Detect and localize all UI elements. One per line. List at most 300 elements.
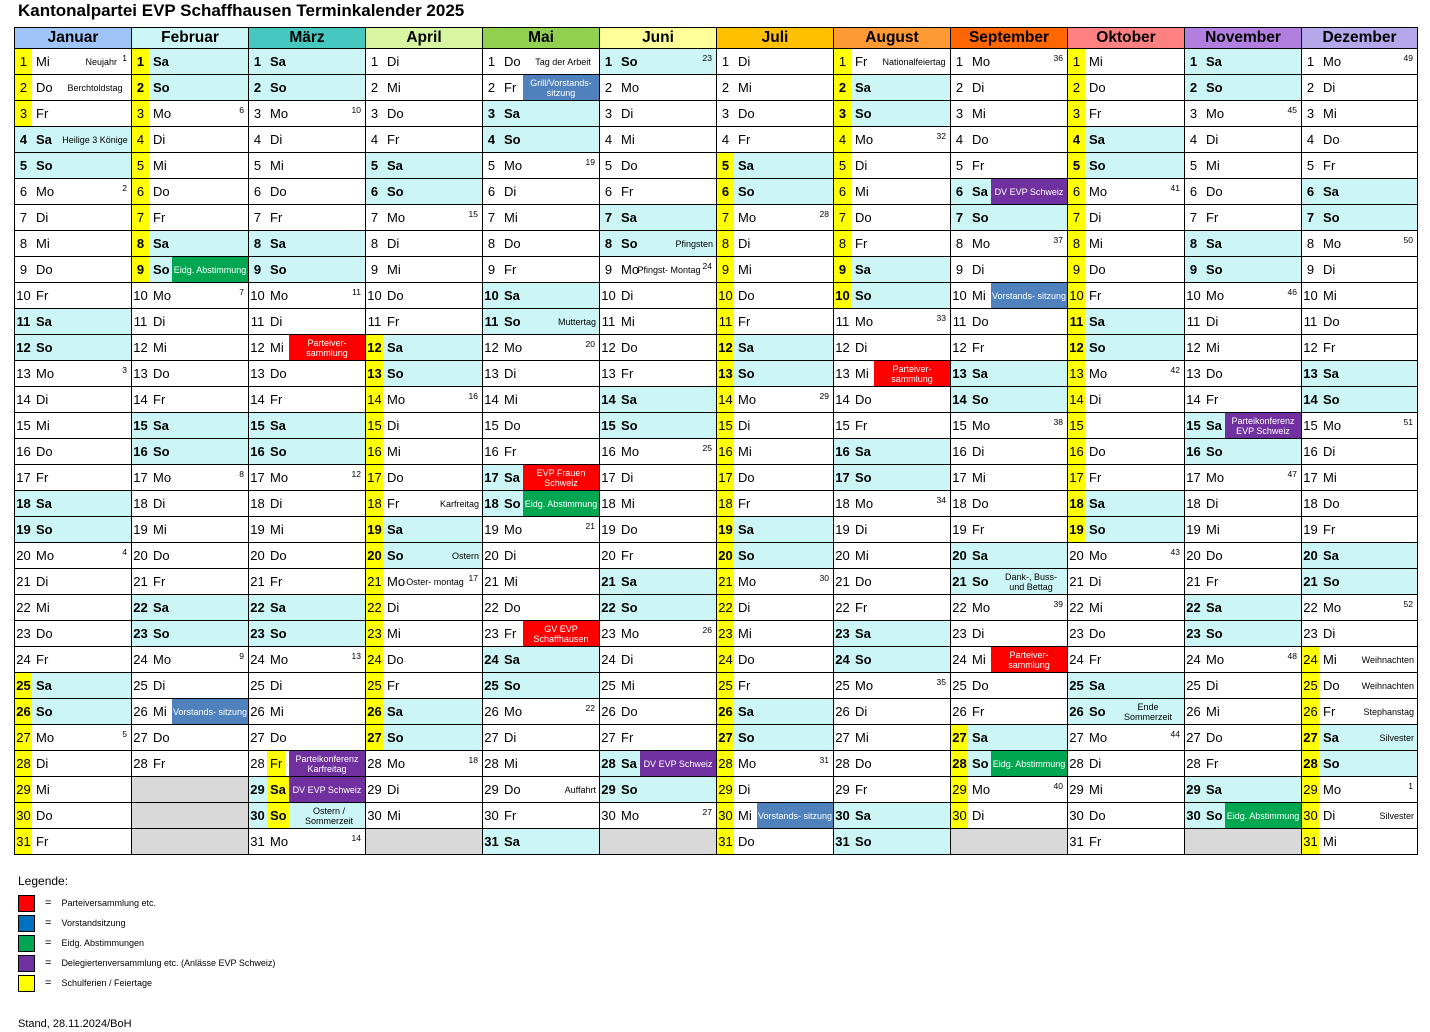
day-number: 3: [1189, 106, 1198, 121]
day-cell: [717, 205, 834, 231]
weekday: Mo: [738, 574, 757, 589]
weekday: Sa: [855, 626, 871, 641]
week-number: 24: [702, 261, 712, 271]
weekday: Sa: [621, 210, 637, 225]
weekday: Mi: [972, 106, 986, 121]
weekday: Do: [1089, 262, 1106, 277]
weekday: So: [1323, 756, 1340, 771]
day-cell: [132, 49, 249, 75]
week-number: 21: [585, 521, 595, 531]
weekday: Mo: [504, 522, 523, 537]
weekday: Di: [1206, 132, 1219, 147]
weekday: Di: [972, 444, 985, 459]
day-row: [15, 75, 1418, 101]
weekday: Do: [972, 678, 989, 693]
day-number: 5: [1068, 153, 1085, 178]
weekday: Sa: [1089, 314, 1105, 329]
day-cell: [483, 621, 600, 647]
week-number: 18: [468, 755, 478, 765]
weekday: Sa: [972, 548, 988, 563]
weekday: So: [36, 158, 53, 173]
day-row: [15, 621, 1418, 647]
day-cell: [600, 517, 717, 543]
weekday: Di: [855, 340, 868, 355]
day-row: [15, 205, 1418, 231]
weekday: Mi: [1323, 834, 1337, 849]
weekday: Sa: [504, 288, 520, 303]
day-number: 14: [133, 392, 148, 407]
day-cell: [1302, 127, 1418, 153]
weekday: Fr: [153, 574, 166, 589]
day-cell: [1185, 699, 1302, 725]
event-blue[interactable]: Vorstands- sitzung: [757, 803, 833, 828]
week-number: 12: [351, 469, 361, 479]
day-cell: [1068, 283, 1185, 309]
day-number: 11: [1186, 314, 1201, 329]
day-cell: [1185, 595, 1302, 621]
event-blue[interactable]: Vorstands- sitzung: [991, 283, 1067, 308]
day-cell: [834, 803, 951, 829]
day-cell: [366, 205, 483, 231]
day-cell: [1302, 491, 1418, 517]
day-cell: [483, 725, 600, 751]
day-row: [15, 361, 1418, 387]
day-cell: [717, 49, 834, 75]
weekday: Do: [36, 626, 53, 641]
weekday: Do: [1323, 496, 1340, 511]
day-number: 6: [604, 184, 613, 199]
event-red[interactable]: EVP Frauen Schweiz: [523, 465, 599, 490]
day-cell: [1302, 101, 1418, 127]
day-number: 20: [1069, 548, 1084, 563]
weekday: Di: [387, 418, 400, 433]
day-number: 17: [484, 470, 499, 485]
day-cell: [600, 101, 717, 127]
weekday: Fr: [153, 392, 166, 407]
day-number: 6: [717, 179, 734, 204]
weekday: Fr: [1089, 834, 1102, 849]
weekday: Mo: [855, 678, 874, 693]
day-cell: [600, 335, 717, 361]
weekday: Do: [504, 418, 521, 433]
day-cell: [366, 491, 483, 517]
weekday: Do: [855, 756, 872, 771]
day-cell: [483, 647, 600, 673]
day-cell: [366, 179, 483, 205]
day-cell: [132, 101, 249, 127]
day-number: 4: [955, 132, 964, 147]
event-green[interactable]: Eidg. Abstimmung: [172, 257, 248, 282]
weekday: So: [855, 288, 872, 303]
weekday: Fr: [270, 210, 283, 225]
day-cell: [15, 101, 132, 127]
holiday-note: Neujahr: [85, 56, 117, 67]
day-cell: [1068, 829, 1185, 855]
weekday: Do: [153, 730, 170, 745]
day-number: 31: [484, 834, 499, 849]
weekday: Mo: [270, 470, 289, 485]
day-number: 23: [717, 621, 734, 646]
day-cell: [834, 231, 951, 257]
day-cell: [600, 751, 717, 777]
day-number: 25: [601, 678, 616, 693]
weekday: Mo: [270, 106, 289, 121]
day-cell: [366, 543, 483, 569]
day-cell: [366, 595, 483, 621]
weekday: Di: [36, 210, 49, 225]
day-number: 21: [484, 574, 499, 589]
weekday: Mo: [972, 782, 991, 797]
weekday: Fr: [855, 600, 868, 615]
event-blue[interactable]: Vorstands- sitzung: [172, 699, 248, 724]
weekday: Mi: [270, 704, 284, 719]
weekday: Do: [738, 652, 755, 667]
day-number: 25: [366, 673, 383, 698]
weekday: Mi: [1206, 340, 1220, 355]
day-cell: [1185, 465, 1302, 491]
event-green[interactable]: Eidg. Abstimmung: [1225, 803, 1301, 828]
day-cell: [951, 387, 1068, 413]
day-number: 29: [484, 782, 499, 797]
weekday: Fr: [972, 704, 985, 719]
weekday: So: [972, 392, 989, 407]
day-number: 30: [601, 808, 616, 823]
day-cell: [483, 465, 600, 491]
day-cell: [483, 153, 600, 179]
weekday: So: [972, 756, 989, 771]
day-cell: [834, 75, 951, 101]
legend-equals: =: [45, 897, 52, 909]
day-number: 19: [952, 522, 967, 537]
weekday: Sa: [387, 704, 403, 719]
day-cell: [366, 231, 483, 257]
week-number: 11: [352, 287, 361, 297]
weekday: Do: [387, 106, 404, 121]
day-row: [15, 803, 1418, 829]
day-row: [15, 179, 1418, 205]
day-cell: [717, 75, 834, 101]
day-number: 1: [721, 54, 730, 69]
legend-equals: =: [45, 977, 52, 989]
weekday: Sa: [738, 704, 754, 719]
day-number: 2: [487, 80, 496, 95]
day-number: 20: [717, 543, 734, 568]
day-number: 22: [1069, 600, 1084, 615]
day-row: [15, 153, 1418, 179]
weekday: Do: [504, 782, 521, 797]
day-cell: [951, 465, 1068, 491]
weekday: Do: [972, 314, 989, 329]
legend-label: Schulferien / Feiertage: [61, 978, 152, 988]
week-number: 31: [819, 755, 829, 765]
event-purple[interactable]: DV EVP Schweiz: [640, 751, 716, 776]
day-number: 30: [250, 808, 265, 823]
weekday: Fr: [1206, 756, 1219, 771]
day-number: 31: [1302, 829, 1319, 854]
day-number: 22: [1186, 600, 1201, 615]
day-cell: [1068, 309, 1185, 335]
weekday: Mo: [972, 418, 991, 433]
weekday: Sa: [153, 418, 169, 433]
day-cell: [717, 413, 834, 439]
day-number: 7: [955, 210, 964, 225]
day-cell: [483, 699, 600, 725]
day-cell: [1302, 673, 1418, 699]
day-number: 21: [366, 569, 383, 594]
weekday: Di: [1323, 80, 1336, 95]
day-number: 22: [717, 595, 734, 620]
day-cell: [717, 101, 834, 127]
day-number: 11: [367, 314, 382, 329]
day-cell: [249, 283, 366, 309]
event-blue[interactable]: Grill/Vorstands- sitzung: [523, 75, 599, 100]
day-cell: [132, 621, 249, 647]
day-cell: [600, 179, 717, 205]
day-number: 28: [133, 756, 148, 771]
day-cell: [600, 829, 717, 855]
week-number: 4: [122, 547, 127, 557]
day-number: 2: [1189, 80, 1198, 95]
day-number: 1: [1306, 54, 1315, 69]
weekday: So: [972, 574, 989, 589]
weekday: Mi: [504, 574, 518, 589]
day-cell: [15, 751, 132, 777]
weekday: Mi: [504, 756, 518, 771]
holiday-note: Stephanstag: [1363, 706, 1414, 717]
day-cell: [132, 595, 249, 621]
day-number: 9: [955, 262, 964, 277]
day-number: 2: [1306, 80, 1315, 95]
weekday: Di: [738, 600, 751, 615]
day-number: 15: [484, 418, 499, 433]
week-number: 9: [239, 651, 244, 661]
day-number: 23: [601, 626, 616, 641]
weekday: Do: [621, 158, 638, 173]
weekday: Sa: [972, 366, 988, 381]
day-number: 11: [133, 314, 148, 329]
weekday: Sa: [36, 132, 52, 147]
event-purple[interactable]: DV EVP Schweiz: [991, 179, 1067, 204]
weekday: Fr: [504, 80, 517, 95]
holiday-note: Silvester: [1379, 810, 1414, 821]
weekday: Di: [153, 132, 166, 147]
month-header-3: März: [249, 28, 366, 49]
day-cell: [1185, 49, 1302, 75]
holiday-note: Silvester: [1379, 732, 1414, 743]
day-cell: [1185, 751, 1302, 777]
day-number: 25: [1186, 678, 1201, 693]
day-number: 26: [1302, 699, 1319, 724]
day-cell: [132, 491, 249, 517]
weekday: Sa: [387, 340, 403, 355]
day-number: 28: [717, 751, 734, 776]
day-cell: [717, 803, 834, 829]
day-cell: [1185, 361, 1302, 387]
day-number: 29: [1069, 782, 1084, 797]
day-cell: [1185, 283, 1302, 309]
event-red[interactable]: Parteiver- sammlung: [991, 647, 1067, 672]
week-number: 15: [468, 209, 478, 219]
weekday: So: [504, 678, 521, 693]
weekday: Fr: [1323, 704, 1336, 719]
day-number: 14: [1068, 387, 1085, 412]
weekday: Fr: [738, 314, 751, 329]
weekday: Do: [504, 54, 521, 69]
day-number: 21: [1303, 574, 1318, 589]
day-cell: [483, 101, 600, 127]
weekday: Sa: [1206, 782, 1222, 797]
weekday: Mi: [1206, 158, 1220, 173]
event-purple[interactable]: Parteikonferenz EVP Schweiz: [1225, 413, 1301, 438]
legend-equals: =: [45, 957, 52, 969]
day-cell: [717, 491, 834, 517]
day-number: 23: [1303, 626, 1318, 641]
weekday: Mi: [270, 522, 284, 537]
day-number: 5: [834, 153, 851, 178]
weekday: Mi: [738, 262, 752, 277]
day-number: 30: [835, 808, 850, 823]
weekday: Di: [1089, 392, 1102, 407]
day-number: 25: [835, 678, 850, 693]
day-number: 16: [484, 444, 499, 459]
day-number: 21: [835, 574, 850, 589]
day-cell: [132, 231, 249, 257]
weekday: Mo: [153, 652, 172, 667]
day-number: 2: [132, 75, 149, 100]
day-row: [15, 699, 1418, 725]
weekday: Mi: [387, 626, 401, 641]
day-number: 21: [601, 574, 616, 589]
day-number: 24: [1069, 652, 1084, 667]
day-number: 20: [1303, 548, 1318, 563]
day-number: 13: [1303, 366, 1318, 381]
weekday: Mi: [972, 652, 986, 667]
day-cell: [1068, 49, 1185, 75]
weekday: Sa: [738, 522, 754, 537]
day-number: 30: [367, 808, 382, 823]
day-number: 22: [1303, 600, 1318, 615]
day-number: 13: [601, 366, 616, 381]
day-cell: [717, 621, 834, 647]
day-cell: [132, 309, 249, 335]
day-number: 11: [835, 314, 850, 329]
day-number: 24: [601, 652, 616, 667]
weekday: So: [1206, 808, 1223, 823]
weekday: Do: [1089, 626, 1106, 641]
weekday: So: [1089, 340, 1106, 355]
day-cell: [951, 595, 1068, 621]
day-number: 13: [250, 366, 265, 381]
event-red[interactable]: Parteiver- sammlung: [874, 361, 950, 386]
day-number: 6: [370, 184, 379, 199]
weekday: So: [855, 470, 872, 485]
day-cell: [834, 49, 951, 75]
weekday: So: [153, 262, 170, 277]
event-purple[interactable]: DV EVP Schweiz: [289, 777, 365, 802]
day-number: 12: [601, 340, 616, 355]
day-number: 10: [1186, 288, 1201, 303]
week-number: 22: [585, 703, 595, 713]
day-number: 21: [250, 574, 265, 589]
day-cell: [1185, 543, 1302, 569]
legend-item: [18, 913, 275, 933]
day-number: 6: [1306, 184, 1315, 199]
day-cell: [1068, 361, 1185, 387]
day-number: 8: [1306, 236, 1315, 251]
weekday: Sa: [855, 444, 871, 459]
event-red[interactable]: GV EVP Schaffhausen: [523, 621, 599, 646]
holiday-note: Pfingsten: [675, 238, 713, 249]
day-cell: [1185, 647, 1302, 673]
day-cell: [717, 751, 834, 777]
day-cell: [366, 751, 483, 777]
event-green[interactable]: Eidg. Abstimmung: [523, 491, 599, 516]
day-cell: [249, 829, 366, 855]
day-number: 26: [484, 704, 499, 719]
day-cell: [366, 803, 483, 829]
day-number: 3: [487, 106, 496, 121]
day-number: 13: [484, 366, 499, 381]
day-cell: [834, 335, 951, 361]
weekday: Do: [1206, 548, 1223, 563]
day-cell: [951, 439, 1068, 465]
weekday: Mo: [972, 54, 991, 69]
day-number: 3: [604, 106, 613, 121]
day-cell: [834, 127, 951, 153]
weekday: Mo: [504, 158, 523, 173]
weekday: Di: [738, 54, 751, 69]
day-cell: [1302, 569, 1418, 595]
day-number: 22: [250, 600, 265, 615]
day-cell: [717, 517, 834, 543]
weekday: Do: [621, 522, 638, 537]
weekday: So: [1089, 522, 1106, 537]
weekday: So: [267, 803, 290, 828]
weekday: Fr: [1323, 522, 1336, 537]
day-number: 2: [253, 80, 262, 95]
day-number: 21: [1069, 574, 1084, 589]
day-cell: [249, 153, 366, 179]
weekday: Sa: [972, 730, 988, 745]
day-number: 22: [133, 600, 148, 615]
day-number: 27: [951, 725, 968, 750]
day-number: 13: [1186, 366, 1201, 381]
day-cell: [1068, 387, 1185, 413]
event-red[interactable]: Parteiver- sammlung: [289, 335, 365, 360]
day-cell: [834, 101, 951, 127]
day-cell: [15, 803, 132, 829]
day-number: 27: [15, 725, 32, 750]
day-number: 10: [601, 288, 616, 303]
day-cell: [132, 543, 249, 569]
day-cell: [249, 803, 366, 829]
weekday: So: [1206, 626, 1223, 641]
day-cell: [15, 673, 132, 699]
day-cell: [717, 283, 834, 309]
day-cell: [1185, 673, 1302, 699]
legend-title: Legende:: [18, 874, 69, 888]
day-number: 18: [16, 496, 31, 511]
day-cell: [1302, 231, 1418, 257]
weekday: Fr: [387, 496, 400, 511]
day-cell: [15, 335, 132, 361]
weekday: So: [1206, 80, 1223, 95]
event-purple[interactable]: Parteikonferenz Karfreitag: [289, 751, 365, 776]
weekday: Mo: [387, 574, 406, 589]
weekday: Sa: [855, 262, 871, 277]
weekday: Fr: [387, 314, 400, 329]
event-green[interactable]: Eidg. Abstimmung: [991, 751, 1067, 776]
